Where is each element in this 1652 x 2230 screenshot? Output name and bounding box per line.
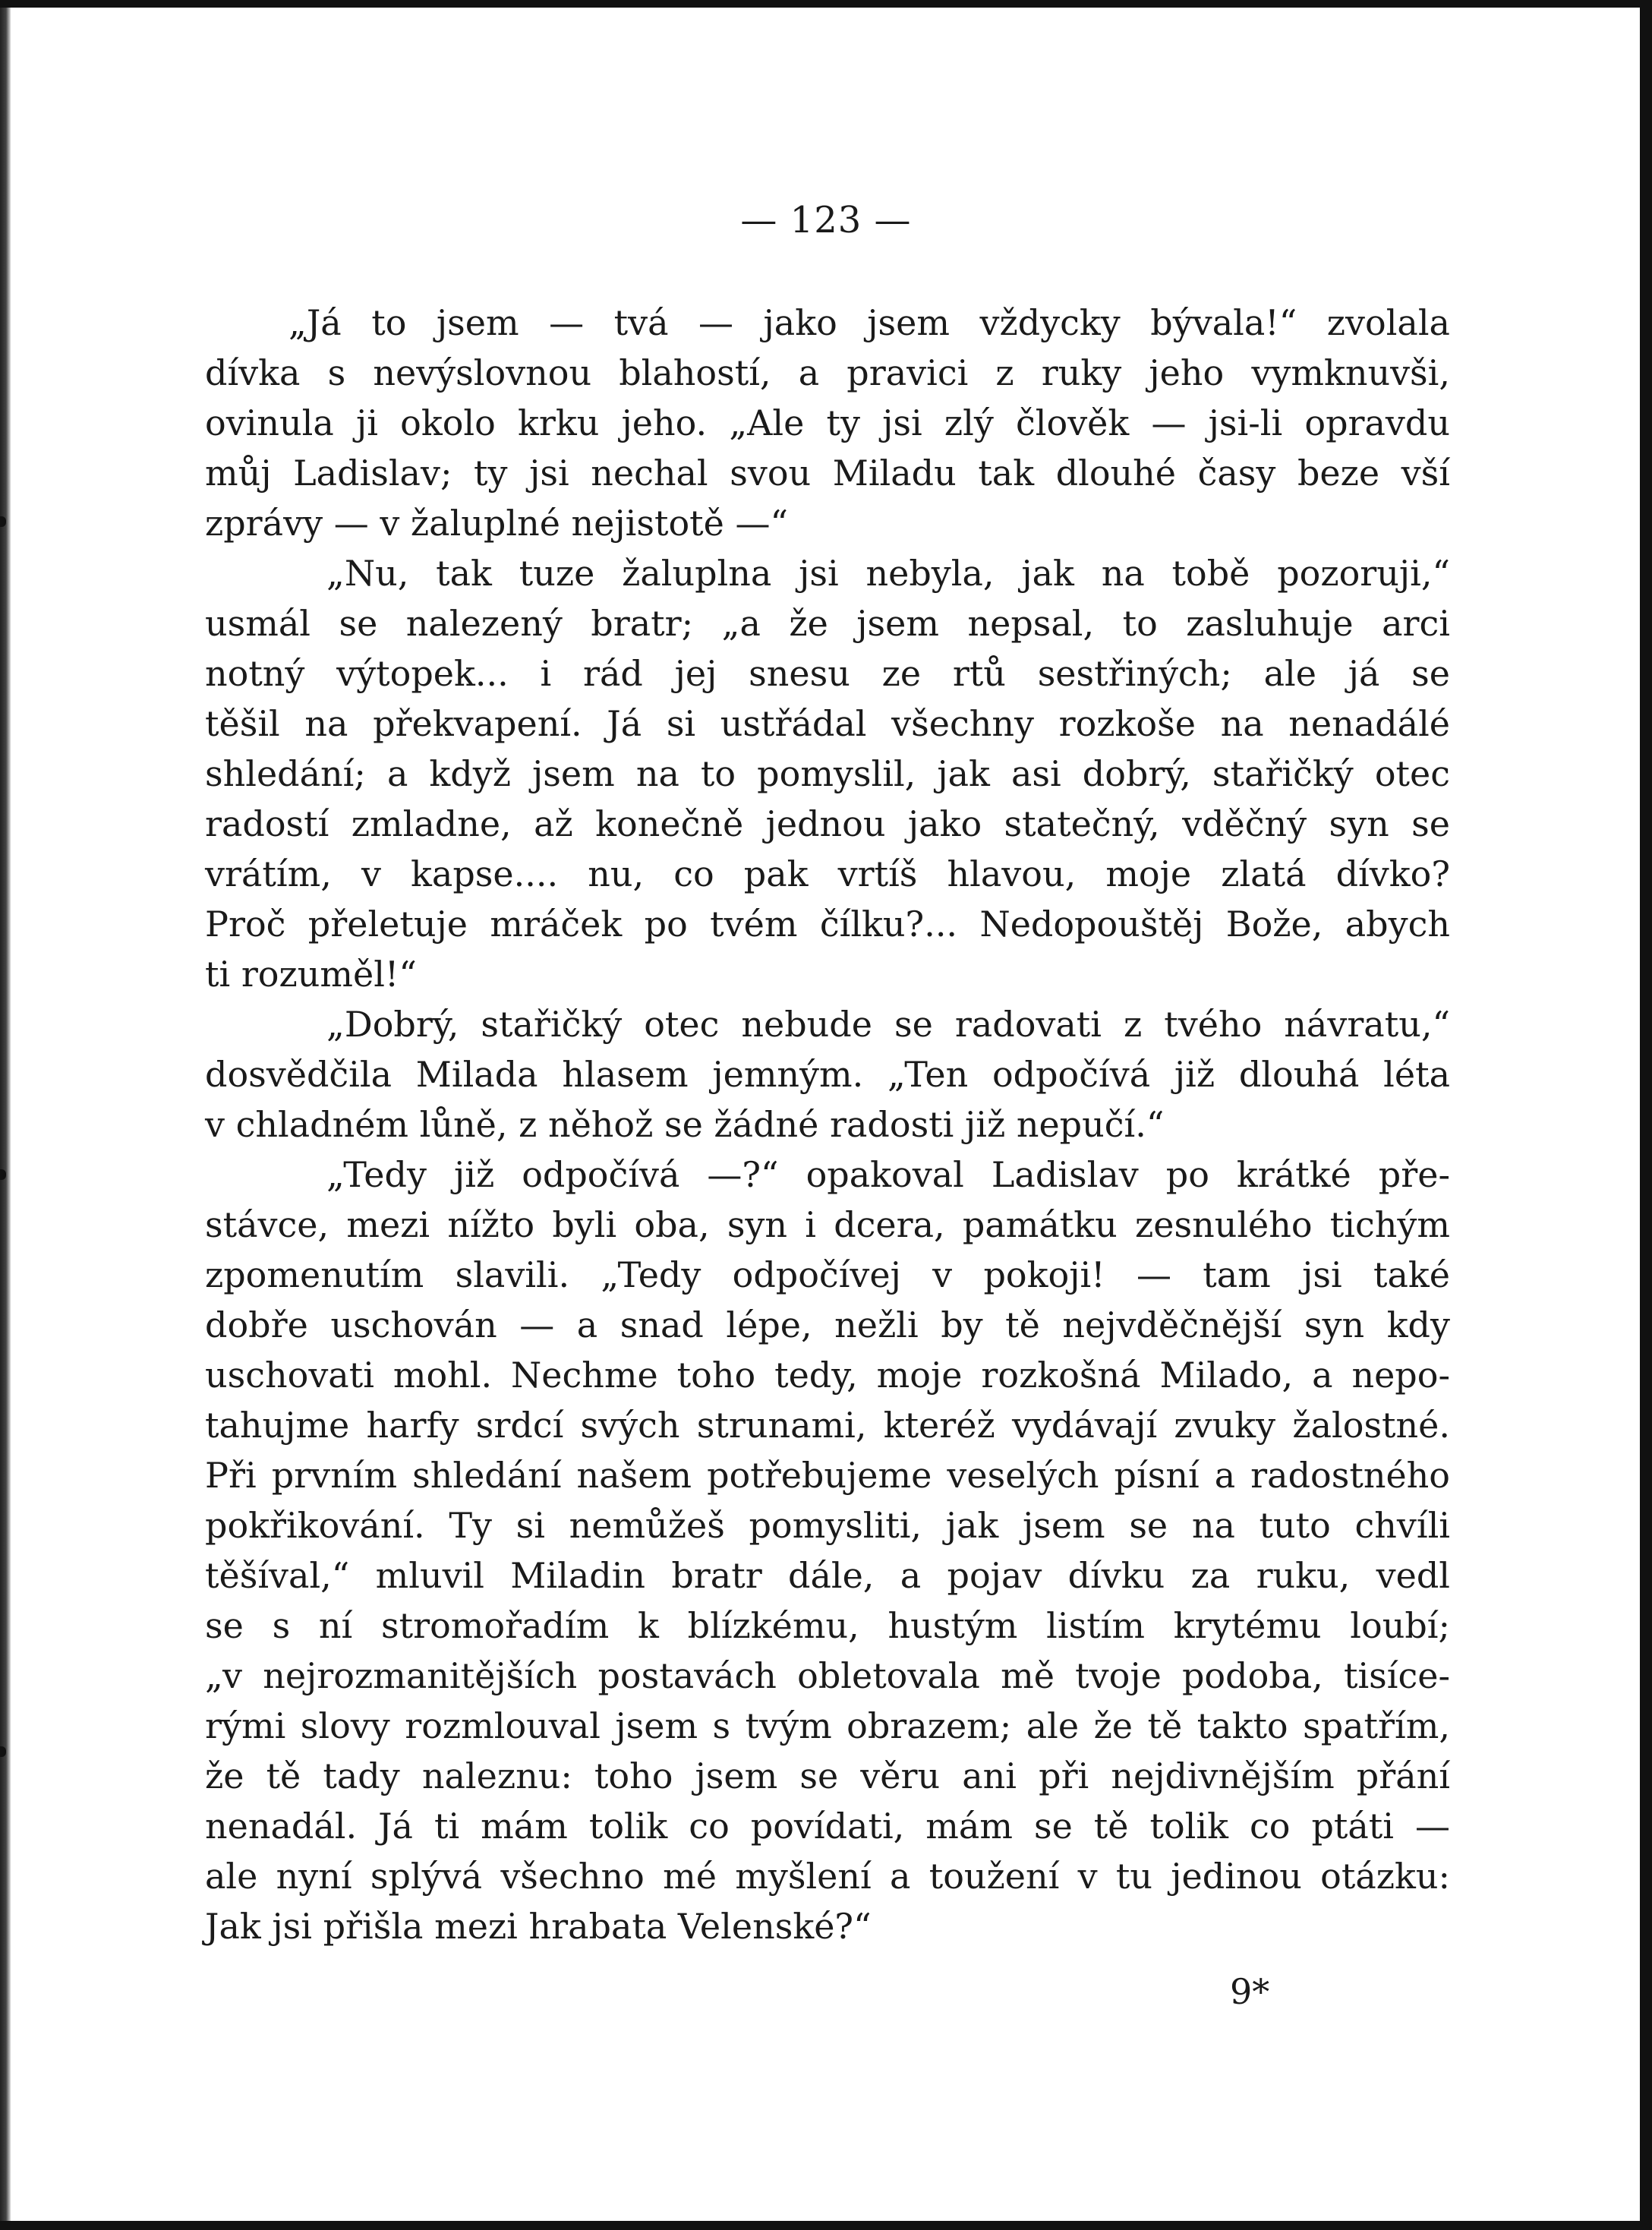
text-line: zprávy — v žaluplné nejistotě —“ [205,503,789,544]
text-line: můj Ladislav; ty jsi nechal svou Miladu tak dlouhé časy beze vší [205,453,1450,494]
text-line: se s ní stromořadím k blízkému, hustým listím krytému loubí; [205,1605,1450,1646]
text-line: radostí zmladne, až konečně jednou jako statečný, vděčný syn se [205,803,1450,844]
text-line: ovinula ji okolo krku jeho. „Ale ty jsi zlý člověk — jsi-li opravdu [205,402,1450,443]
text-line: rými slovy rozmlouval jsem s tvým obrazem; ale že tě takto spatřím, [205,1705,1450,1746]
text-line: Při prvním shledání našem potřebujeme veselých písní a radostného [205,1455,1450,1496]
text-line: uschovati mohl. Nechme toho tedy, moje rozkošná Milado, a nepo- [205,1355,1450,1396]
text-line: ale nyní splývá všechno mé myšlení a toužení v tu jedinou otázku: [205,1856,1450,1897]
text-line: Proč přeletuje mráček po tvém čílku?... Nedopouštěj Bože, abych [205,904,1450,945]
text-line: v chladném lůně, z něhož se žádné radosti již nepučí.“ [205,1104,1165,1145]
text-line: usmál se nalezený bratr; „a že jsem nepsal, to zasluhuje arci [205,603,1450,644]
text-line: notný výtopek... i rád jej snesu ze rtů sestřiných; ale já se [205,653,1450,694]
page-number: — 123 — [740,199,912,241]
text-line: „Nu, tak tuze žaluplna jsi nebyla, jak na tobě pozoruji,“ [326,553,1450,594]
text-line: shledání; a když jsem na to pomyslil, jak asi dobrý, stařičký otec [205,753,1450,794]
text-line: dobře uschován — a snad lépe, nežli by tě nejvděčnější syn kdy [205,1304,1450,1345]
text-line: ti rozuměl!“ [205,954,417,995]
text-line: zpomenutím slavili. „Tedy odpočívej v pokoji! — tam jsi také [205,1254,1450,1295]
signature-mark: 9* [1230,1971,1270,2012]
body-text [205,298,1450,1951]
text-line: stávce, mezi nížto byli oba, syn i dcera, památku zesnulého tichým [205,1204,1450,1245]
text-line: vrátím, v kapse.... nu, co pak vrtíš hlavou, moje zlatá dívko? [205,853,1450,894]
text-line: „Tedy již odpočívá —?“ opakoval Ladislav po krátké pře- [326,1154,1450,1195]
text-line: že tě tady naleznu: toho jsem se věru ani při nejdivnějším přání [205,1755,1450,1796]
text-line: nenadál. Já ti mám tolik co povídati, mám se tě tolik co ptáti — [205,1806,1450,1847]
text-line: dívka s nevýslovnou blahostí, a pravici z ruky jeho vymknuvši, [205,352,1450,393]
text-line: pokřikování. Ty si nemůžeš pomysliti, jak jsem se na tuto chvíli [205,1505,1450,1546]
text-line: Jak jsi přišla mezi hrabata Velenské?“ [205,1906,872,1947]
text-line: „Dobrý, stařičký otec nebude se radovati z tvého návratu,“ [326,1004,1450,1045]
text-line: „Já to jsem — tvá — jako jsem vždycky bývala!“ zvolala [288,302,1450,343]
text-line: těšil na překvapení. Já si ustřádal všechny rozkoše na nenadálé [205,703,1450,744]
text-line: „v nejrozmanitějších postavách obletovala mě tvoje podoba, tisíce- [205,1655,1450,1696]
text-line: dosvědčila Milada hlasem jemným. „Ten odpočívá již dlouhá léta [205,1054,1450,1095]
text-line: těšíval,“ mluvil Miladin bratr dále, a pojav dívku za ruku, vedl [205,1555,1450,1596]
text-line: tahujme harfy srdcí svých strunami, kteréž vydávají zvuky žalostné. [205,1405,1450,1446]
